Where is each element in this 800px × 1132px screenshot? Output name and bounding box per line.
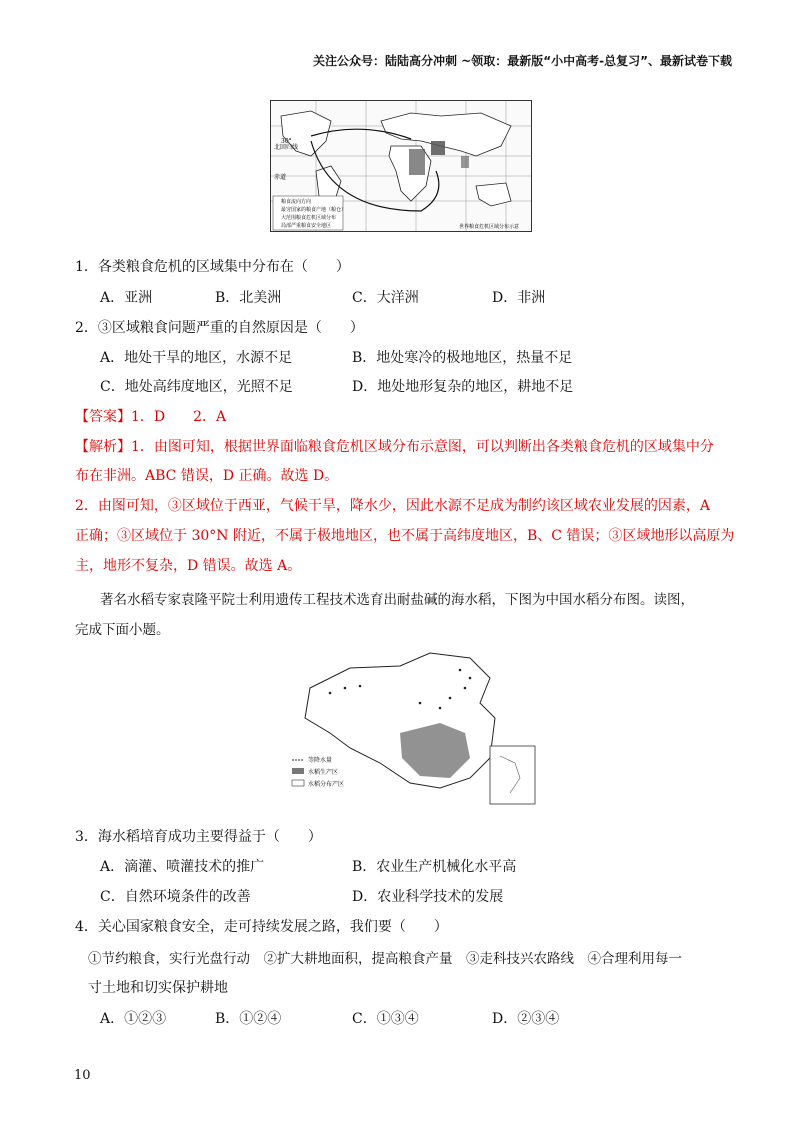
legend-isohyet: 等降水量 (308, 757, 333, 764)
passage-line-1: 著名水稻专家袁隆平院士利用遗传工程技术选育出耐盐碱的海水稻，下图为中国水稻分布图。读图， (100, 592, 694, 608)
analysis-line-2: 布在非洲。ABC 错误，D 正确。故选 D。 (75, 468, 339, 484)
analysis-line-1 (75, 436, 714, 456)
legend-item: 粮食流向方向 (281, 199, 312, 205)
q2-option-a: A．地处干旱的地区，水源不足 (100, 350, 293, 366)
deg-label: 30° (281, 138, 292, 145)
q4-items-line-2: 寸土地和切实保护耕地 (88, 980, 228, 996)
answer-text: 1．D 2．A (131, 409, 227, 425)
analysis-line-3: 2．由图可知，③区域位于西亚，气候干旱，降水少，因此水源不足成为制约该区域农业发展的因素，A (75, 498, 711, 514)
answer-line (75, 406, 226, 426)
world-grain-crisis-map (270, 100, 532, 232)
q4-option-b: B．①②④ (215, 1011, 282, 1027)
q4-stem: 4．关心国家粮食安全，走可持续发展之路，我们要（ ） (75, 919, 448, 935)
q2-option-d: D．地处地形复杂的地区，耕地不足 (352, 379, 574, 395)
legend-rice-region: 水稻生产区 (308, 769, 339, 776)
legend-item: 大范围粮食危机区域分布 (281, 215, 337, 221)
q3-option-c: C．自然环境条件的改善 (100, 889, 251, 905)
q1-option-d: D．非洲 (492, 290, 546, 306)
q3-stem: 3．海水稻培育成功主要得益于（ ） (75, 829, 322, 845)
legend-item: 局部严重粮食安全地区 (281, 223, 332, 229)
legend-rice-spots: 水稻分布产区 (308, 781, 345, 788)
analysis-line-4: 正确；③区域位于 30°N 附近，不属于极地地区，也不属于高纬度地区，B、C 错误；③区域地形以高原为 (75, 528, 735, 544)
q1-option-a: A．亚洲 (100, 290, 153, 306)
equator-label: 赤道 (274, 174, 287, 181)
page-number: 10 (74, 1068, 91, 1083)
q2-option-b: B．地处寒冷的极地地区，热量不足 (352, 350, 573, 366)
analysis-line-5: 主，地形不复杂，D 错误。故选 A。 (75, 558, 302, 574)
analysis-text: 1．由图可知，根据世界面临粮食危机区域分布示意图，可以判断出各类粮食危机的区域集中分 (131, 439, 714, 455)
passage-line-2: 完成下面小题。 (75, 622, 170, 638)
analysis-tag: 【解析】 (75, 439, 131, 455)
map-caption: 世界粮食危机区域分布示意 (459, 224, 520, 230)
page-header: 关注公众号：陆陆高分冲刺 ~领取：最新版“小中高考-总复习”、最新试卷下载 (313, 54, 732, 68)
q2-stem: 2．③区域粮食问题严重的自然原因是（ ） (75, 320, 364, 336)
china-rice-map (290, 648, 540, 806)
q3-option-b: B．农业生产机械化水平高 (352, 859, 517, 875)
q1-option-b: B．北美洲 (215, 290, 282, 306)
answer-tag: 【答案】 (75, 409, 131, 425)
tropic-label: 北回归线 (274, 144, 299, 151)
q1-option-c: C．大洋洲 (352, 290, 419, 306)
q3-option-d: D．农业科学技术的发展 (352, 889, 504, 905)
q4-option-a: A．①②③ (100, 1011, 167, 1027)
q3-option-a: A．滴灌、喷灌技术的推广 (100, 859, 265, 875)
q2-option-c: C．地处高纬度地区，光照不足 (100, 379, 293, 395)
q4-option-c: C．①③④ (352, 1011, 419, 1027)
q1-stem: 1．各类粮食危机的区域集中分布在（ ） (75, 259, 350, 275)
legend-item: 最穷国家的粮食产地（粮仓） (281, 207, 347, 213)
q4-items-line-1: ①节约粮食，实行光盘行动 ②扩大耕地面积，提高粮食产量 ③走科技兴农路线 ④合理利用每一 (88, 951, 682, 967)
q4-option-d: D．②③④ (492, 1011, 560, 1027)
